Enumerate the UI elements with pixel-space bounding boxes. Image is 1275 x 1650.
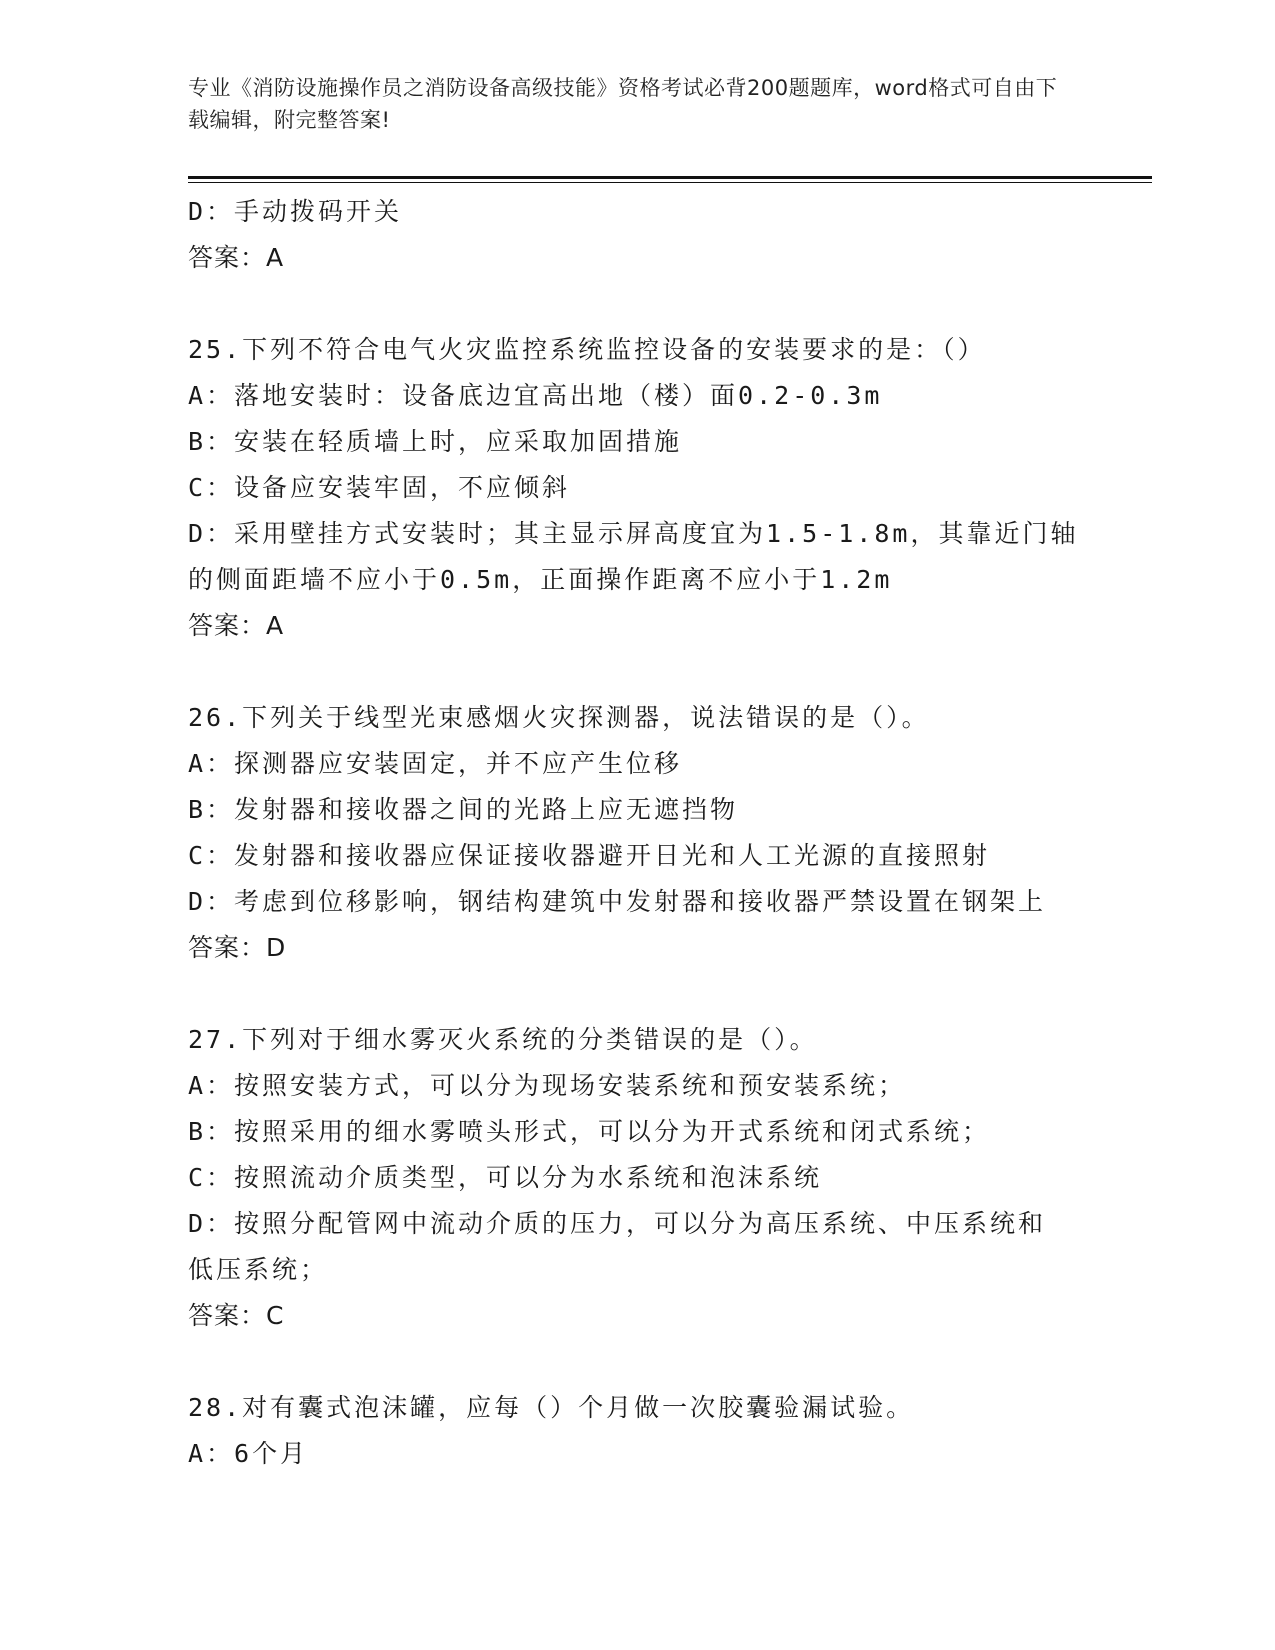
answer-key: 答案：A bbox=[188, 611, 285, 640]
answer-option: B：按照采用的细水雾喷头形式，可以分为开式系统和闭式系统； bbox=[188, 1117, 991, 1146]
question-block bbox=[188, 189, 1088, 281]
answer-option: D：采用壁挂方式安装时；其主显示屏高度宜为1.5-1.8m，其靠近门轴 bbox=[188, 519, 1079, 548]
question-block bbox=[188, 327, 1088, 649]
question-text: 26.下列关于线型光束感烟火灾探测器，说法错误的是（）。 bbox=[188, 703, 930, 732]
answer-option: D：按照分配管网中流动介质的压力，可以分为高压系统、中压系统和 bbox=[188, 1209, 1047, 1238]
block-spacer bbox=[188, 281, 1088, 327]
answer-option: B：发射器和接收器之间的光路上应无遮挡物 bbox=[188, 795, 739, 824]
answer-option: D：手动拨码开关 bbox=[188, 197, 403, 226]
header-divider-thin bbox=[188, 182, 1152, 183]
answer-key: 答案：A bbox=[188, 243, 285, 272]
answer-key: 答案：D bbox=[188, 933, 287, 962]
answer-option: A：探测器应安装固定，并不应产生位移 bbox=[188, 749, 683, 778]
question-block bbox=[188, 1017, 1088, 1339]
block-spacer bbox=[188, 1339, 1088, 1385]
question-block bbox=[188, 1385, 1088, 1477]
question-text: 27.下列对于细水雾灭火系统的分类错误的是（）。 bbox=[188, 1025, 818, 1054]
answer-option: A：落地安装时：设备底边宜高出地（楼）面0.2-0.3m bbox=[188, 381, 883, 410]
answer-option: B：安装在轻质墙上时，应采取加固措施 bbox=[188, 427, 683, 456]
question-text: 25.下列不符合电气火灾监控系统监控设备的安装要求的是：（） bbox=[188, 335, 986, 364]
question-text: 28.对有囊式泡沫罐，应每（）个月做一次胶囊验漏试验。 bbox=[188, 1393, 915, 1422]
answer-option: C：设备应安装牢固，不应倾斜 bbox=[188, 473, 571, 502]
answer-option: D：考虑到位移影响，钢结构建筑中发射器和接收器严禁设置在钢架上 bbox=[188, 887, 1047, 916]
answer-key: 答案：C bbox=[188, 1301, 285, 1330]
block-spacer bbox=[188, 649, 1088, 695]
answer-option: A：按照安装方式，可以分为现场安装系统和预安装系统； bbox=[188, 1071, 907, 1100]
answer-option: 的侧面距墙不应小于0.5m，正面操作距离不应小于1.2m bbox=[188, 565, 893, 594]
question-block bbox=[188, 695, 1088, 971]
answer-option: C：发射器和接收器应保证接收器避开日光和人工光源的直接照射 bbox=[188, 841, 991, 870]
header-divider-thick bbox=[188, 176, 1152, 179]
answer-option: C：按照流动介质类型，可以分为水系统和泡沫系统 bbox=[188, 1163, 823, 1192]
answer-option: A：6个月 bbox=[188, 1439, 309, 1468]
block-spacer bbox=[188, 971, 1088, 1017]
page-header: 专业《消防设施操作员之消防设备高级技能》资格考试必背200题题库，word格式可自由下载编辑，附完整答案! bbox=[188, 76, 1058, 132]
question-list bbox=[188, 189, 1088, 1477]
answer-option: 低压系统； bbox=[188, 1255, 329, 1284]
